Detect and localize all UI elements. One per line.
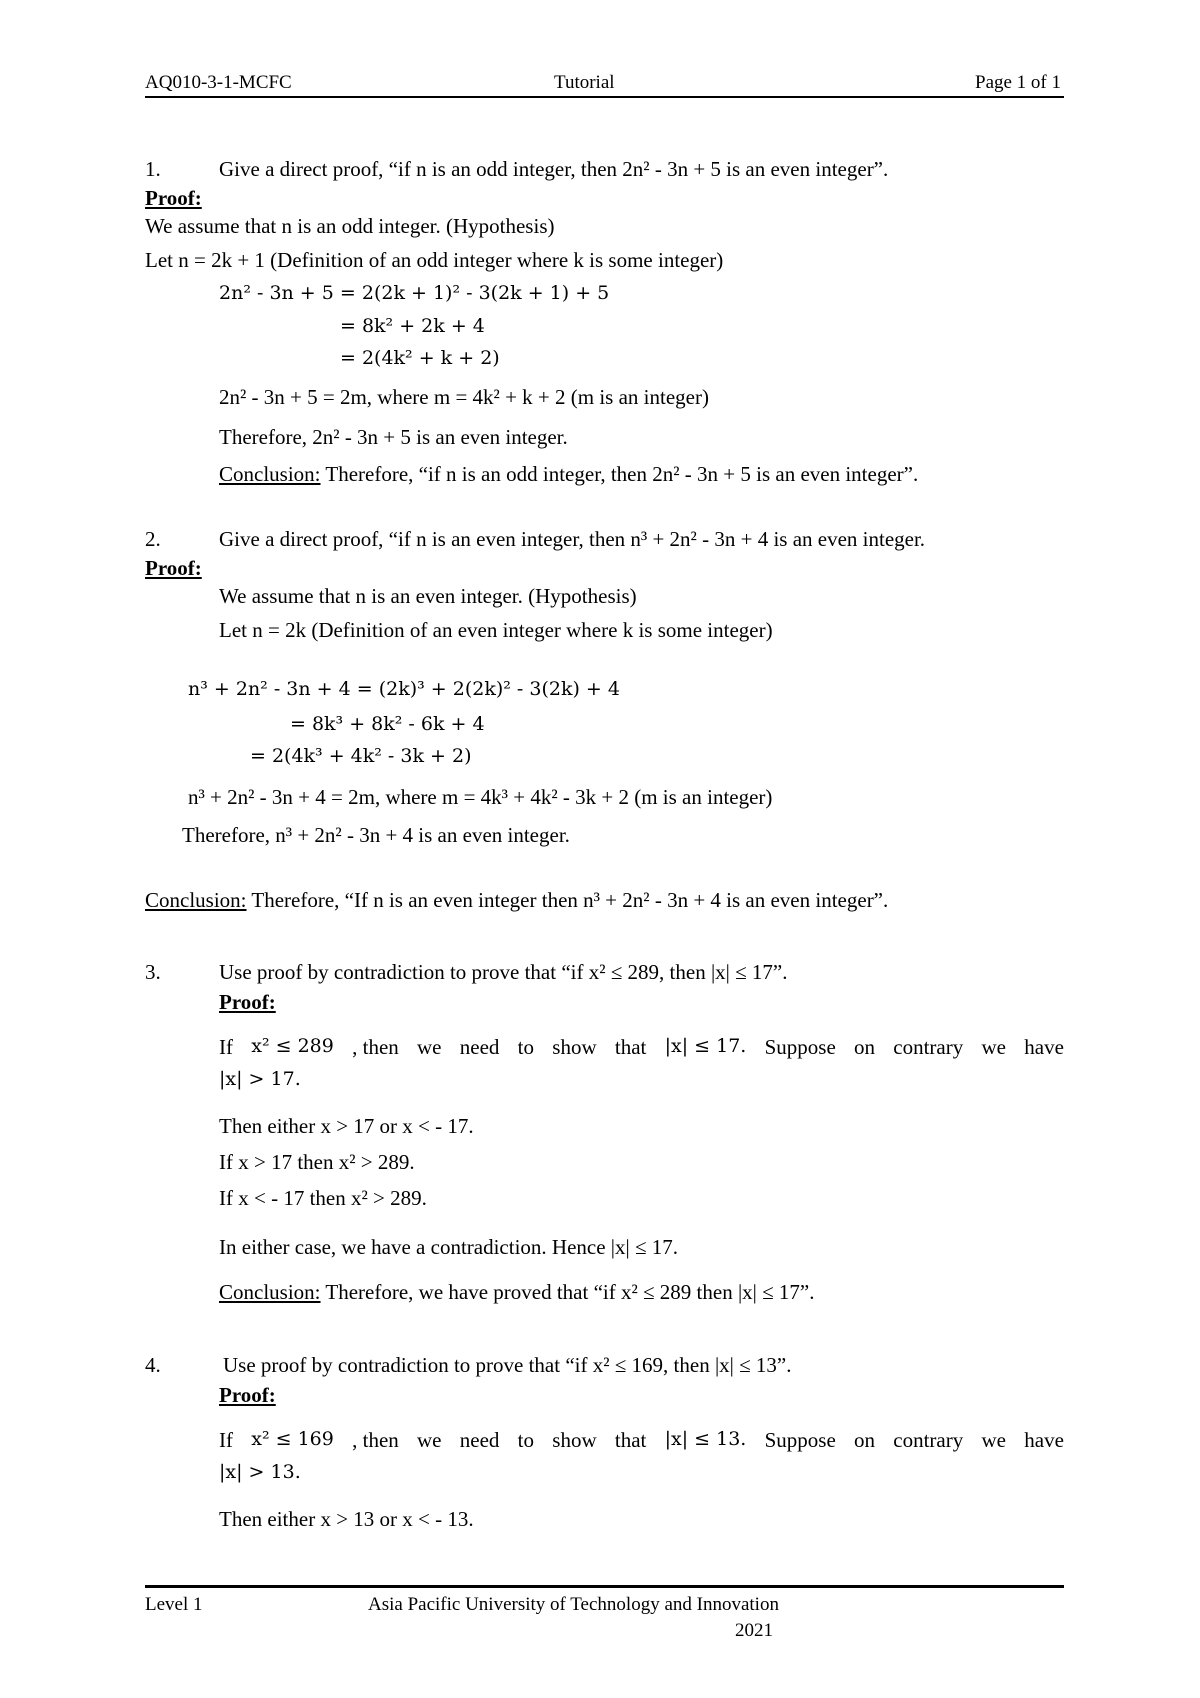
word: to — [517, 1428, 535, 1452]
document-type: Tutorial — [554, 72, 615, 93]
footer-level: Level 1 — [145, 1594, 203, 1615]
word: have — [1024, 1428, 1064, 1452]
page-number: Page 1 of 1 — [975, 72, 1062, 93]
word: show — [552, 1428, 597, 1452]
word: If — [219, 1428, 233, 1452]
q3-case-2: If x < - 17 then x² > 289. — [219, 1186, 427, 1210]
q3-setup-line — [219, 1035, 1064, 1060]
q1-step-1: 2n² - 3n + 5 = 2(2k + 1)² - 3(2k + 1) + 5 — [219, 282, 610, 304]
q1-conclusion — [219, 462, 918, 487]
math: x² ≤ 169 — [251, 1428, 334, 1450]
word: we — [981, 1035, 1006, 1059]
q4-statement: Use proof by contradiction to prove that “if x² ≤ 169, then |x| ≤ 13”. — [223, 1353, 792, 1377]
q1-conclusion-text: Therefore, “if n is an odd integer, then 2n² - 3n + 5 is an even integer”. — [320, 462, 919, 486]
q3-cases: Then either x > 17 or x < - 17. — [219, 1114, 474, 1138]
q3-conclusion — [219, 1280, 814, 1305]
q3-contradiction: In either case, we have a contradiction. Hence |x| ≤ 17. — [219, 1235, 678, 1259]
footer-year: 2021 — [735, 1620, 773, 1641]
q2-hypothesis: We assume that n is an even integer. (Hypothesis) — [219, 584, 637, 608]
word: on — [854, 1035, 876, 1059]
word: contrary — [893, 1428, 964, 1452]
q3-conclusion-text: Therefore, we have proved that “if x² ≤ 289 then |x| ≤ 17”. — [320, 1280, 815, 1304]
course-code: AQ010-3-1-MCFC — [145, 72, 292, 93]
word: to — [517, 1035, 535, 1059]
q2-conclusion-text: Therefore, “If n is an even integer then n³ + 2n² - 3n + 4 is an even integer”. — [246, 888, 889, 912]
word: need — [459, 1428, 500, 1452]
word: we — [417, 1428, 442, 1452]
word: , then — [352, 1428, 399, 1452]
q1-number: 1. — [145, 157, 161, 181]
word: on — [854, 1428, 876, 1452]
q2-step-1: n³ + 2n² - 3n + 4 = (2k)³ + 2(2k)² - 3(2k) + 4 — [188, 678, 620, 700]
q1-define-m: 2n² - 3n + 5 = 2m, where m = 4k² + k + 2 (m is an integer) — [219, 385, 709, 409]
word: need — [459, 1035, 500, 1059]
math: |x| ≤ 17. — [664, 1035, 747, 1057]
q3-supposition: |x| > 17. — [219, 1068, 301, 1090]
q3-statement: Use proof by contradiction to prove that “if x² ≤ 289, then |x| ≤ 17”. — [219, 960, 788, 984]
q4-cases: Then either x > 13 or x < - 13. — [219, 1507, 474, 1531]
q2-step-3: = 2(4k³ + 4k² - 3k + 2) — [250, 745, 472, 767]
word: that — [614, 1035, 647, 1059]
q2-step-2: = 8k³ + 8k² - 6k + 4 — [290, 713, 485, 735]
q2-therefore: Therefore, n³ + 2n² - 3n + 4 is an even integer. — [182, 823, 570, 847]
q1-step-3: = 2(4k² + k + 2) — [340, 347, 500, 369]
q1-proof-label: Proof: — [145, 186, 202, 210]
header-rule — [145, 96, 1064, 98]
q3-conclusion-label: Conclusion: — [219, 1280, 321, 1304]
footer-rule — [145, 1585, 1064, 1588]
math: x² ≤ 289 — [251, 1035, 334, 1057]
q1-step-2: = 8k² + 2k + 4 — [340, 315, 485, 337]
q2-define-m: n³ + 2n² - 3n + 4 = 2m, where m = 4k³ + 4k² - 3k + 2 (m is an integer) — [188, 785, 773, 809]
word: contrary — [893, 1035, 964, 1059]
word: Suppose — [764, 1035, 836, 1059]
q1-conclusion-label: Conclusion: — [219, 462, 321, 486]
word: Suppose — [764, 1428, 836, 1452]
q2-conclusion — [145, 888, 888, 913]
word: show — [552, 1035, 597, 1059]
word: If — [219, 1035, 233, 1059]
q1-therefore: Therefore, 2n² - 3n + 5 is an even integer. — [219, 425, 568, 449]
q2-number: 2. — [145, 527, 161, 551]
word: , then — [352, 1035, 399, 1059]
word: we — [981, 1428, 1006, 1452]
q3-number: 3. — [145, 960, 161, 984]
math: |x| ≤ 13. — [664, 1428, 747, 1450]
footer-institution: Asia Pacific University of Technology and Innovation — [368, 1594, 779, 1615]
word: that — [614, 1428, 647, 1452]
word: have — [1024, 1035, 1064, 1059]
q1-hypothesis: We assume that n is an odd integer. (Hypothesis) — [145, 214, 555, 238]
q1-let: Let n = 2k + 1 (Definition of an odd integer where k is some integer) — [145, 248, 724, 272]
q4-supposition: |x| > 13. — [219, 1461, 301, 1483]
q3-proof-label: Proof: — [219, 990, 276, 1014]
q1-statement: Give a direct proof, “if n is an odd integer, then 2n² - 3n + 5 is an even integer”. — [219, 157, 889, 181]
q3-case-1: If x > 17 then x² > 289. — [219, 1150, 415, 1174]
q2-proof-label: Proof: — [145, 556, 202, 580]
q2-statement: Give a direct proof, “if n is an even integer, then n³ + 2n² - 3n + 4 is an even integer. — [219, 527, 926, 551]
q4-setup-line — [219, 1428, 1064, 1453]
q2-conclusion-label: Conclusion: — [145, 888, 247, 912]
word: we — [417, 1035, 442, 1059]
q2-let: Let n = 2k (Definition of an even integer where k is some integer) — [219, 618, 773, 642]
q4-proof-label: Proof: — [219, 1383, 276, 1407]
q4-number: 4. — [145, 1353, 161, 1377]
